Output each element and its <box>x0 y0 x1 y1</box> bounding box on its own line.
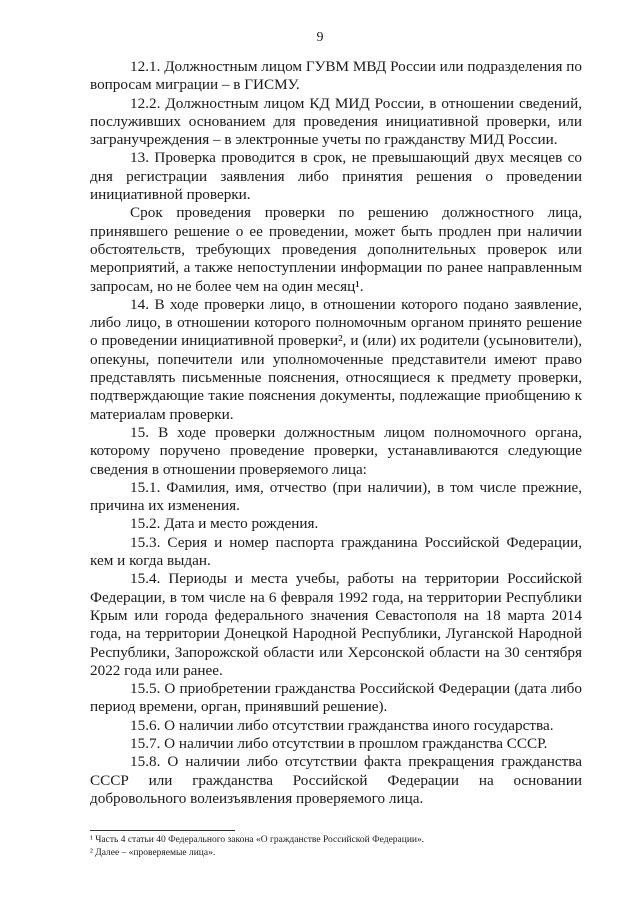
paragraph-14: 14. В ходе проверки лицо, в отношении которого подано заявление, либо лицо, в отношении которого полномочным органом принято решение о проведении инициативной проверки², и (или) их родители (усыновители), опекуны, попечители или уполномоченные представители имеют право представлять письменные пояснения, относящиеся к предмету проверки, подтверждающие такие пояснения документы, подлежащие приобщению к материалам проверки. <box>90 295 582 423</box>
paragraph-12-2: 12.2. Должностным лицом КД МИД России, в отношении сведений, послуживших основанием для проведения инициативной проверки, или загранучреждения – в электронные учеты по гражданству МИД России. <box>90 94 582 149</box>
paragraph-15-1: 15.1. Фамилия, имя, отчество (при наличии), в том числе прежние, причина их изменения. <box>90 478 582 515</box>
document-body <box>90 58 582 808</box>
page-number: 9 <box>316 30 324 45</box>
paragraph-15-8: 15.8. О наличии либо отсутствии факта прекращения гражданства СССР или гражданства Российской Федерации на основании добровольного волеизъявления проверяемого лица. <box>90 753 582 807</box>
footnote-1: ¹ Часть 4 статьи 40 Федерального закона «О гражданстве Российской Федерации». <box>90 835 425 845</box>
paragraph-13-extension: Срок проведения проверки по решению должностного лица, принявшего решение о ее проведении, может быть продлен при наличии обстоятельств, требующих проведения дополнительных проверок или мероприятий, а также непоступлении информации по ранее направленным запросам, но не более чем на один месяц¹. <box>90 204 582 295</box>
paragraph-15-3: 15.3. Серия и номер паспорта гражданина Российской Федерации, кем и когда выдан. <box>90 533 582 570</box>
paragraph-12-1: 12.1. Должностным лицом ГУВМ МВД России или подразделения по вопросам миграции – в ГИСМУ. <box>90 58 582 94</box>
paragraph-15-4: 15.4. Периоды и места учебы, работы на территории Российской Федерации, в том числе на 6 февраля 1992 года, на территории Республики Крым или города федерального значения Севастополя на 18 марта 2014 года, на территории Донецкой Народной Республики, Луганской Народной Республики, Запорожской области или Херсонской области на 30 сентября 2022 года или ранее. <box>90 570 582 679</box>
footnote-divider <box>90 830 235 831</box>
paragraph-15-5: 15.5. О приобретении гражданства Российской Федерации (дата либо период времени, орган, принявший решение). <box>90 680 582 716</box>
footnote-2: ² Далее – «проверяемые лица». <box>90 848 216 858</box>
paragraph-15-2: 15.2. Дата и место рождения. <box>130 515 319 533</box>
paragraph-15-7: 15.7. О наличии либо отсутствии в прошлом гражданства СССР. <box>130 734 548 752</box>
paragraph-13: 13. Проверка проводится в срок, не превышающий двух месяцев со дня регистрации заявления либо принятия решения о проведении инициативной проверки. <box>90 149 582 204</box>
paragraph-15: 15. В ходе проверки должностным лицом полномочного органа, которому поручено проведение проверки, устанавливаются следующие сведения в отношении проверяемого лица: <box>90 423 582 478</box>
footnotes <box>90 830 582 860</box>
paragraph-15-6: 15.6. О наличии либо отсутствии гражданства иного государства. <box>130 716 554 734</box>
